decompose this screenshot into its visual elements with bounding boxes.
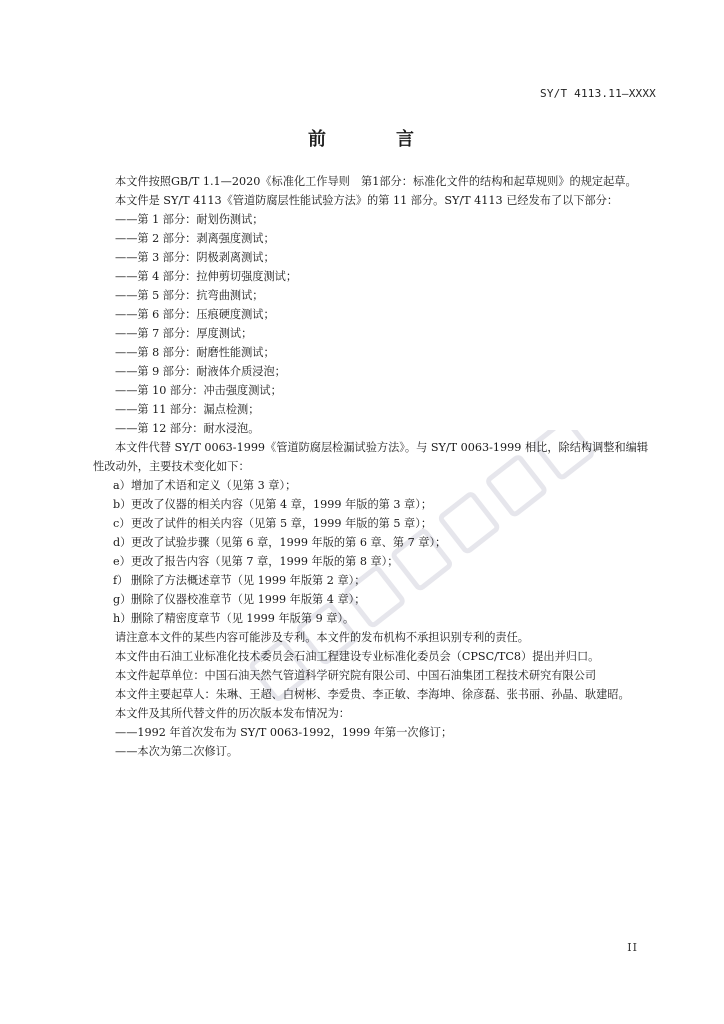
change-list-item <box>93 609 657 628</box>
change-list-item <box>93 495 657 514</box>
change-list-item <box>93 552 657 571</box>
change-text: 删除了精密度章节（见 1999 年版第 9 章）。 <box>131 612 355 625</box>
patent-notice: 请注意本文件的某些内容可能涉及专利。本文件的发布机构不承担识别专利的责任。 <box>115 631 529 644</box>
change-text: 删除了仪器校准章节（见 1999 年版第 4 章）； <box>131 593 366 606</box>
history-item: ——本次为第二次修订。 <box>115 745 239 758</box>
change-letter: a） <box>113 479 131 492</box>
drafting-units: 本文件起草单位：中国石油天然气管道科学研究院有限公司、中国石油集团工程技术研究有限公司 <box>115 669 597 682</box>
proposer-paragraph: 本文件由石油工业标准化技术委员会石油工程建设专业标准化委员会（CPSC/TC8）提出并归口。 <box>115 650 600 663</box>
change-list-item <box>93 514 657 533</box>
part-list-item: ——第 3 部分：阴极剥离测试； <box>115 251 275 264</box>
part-list-item: ——第 11 部分：漏点检测； <box>115 403 260 416</box>
change-text: 更改了报告内容（见第 7 章，1999 年版的第 8 章）； <box>131 555 399 568</box>
part-list-item: ——第 6 部分：压痕硬度测试； <box>115 308 275 321</box>
intro-paragraph: 本文件是 SY/T 4113《管道防腐层性能试验方法》的第 11 部分。SY/T 4113 已经发布了以下部分： <box>115 194 619 207</box>
change-list-item <box>93 571 657 590</box>
change-list-item <box>93 533 657 552</box>
change-text: 更改了试件的相关内容（见第 5 章，1999 年版的第 5 章）； <box>131 517 433 530</box>
change-letter: f） <box>113 574 129 587</box>
part-list-item: ——第 12 部分：耐水浸泡。 <box>115 422 260 435</box>
history-item: ——1992 年首次发布为 SY/T 0063-1992，1999 年第一次修订； <box>115 726 453 739</box>
foreword-body <box>93 172 657 761</box>
part-list-item: ——第 7 部分：厚度测试； <box>115 327 253 340</box>
part-list-item: ——第 2 部分：剥离强度测试； <box>115 232 275 245</box>
part-list-item: ——第 8 部分：耐磨性能测试； <box>115 346 275 359</box>
drafters: 本文件主要起草人：朱琳、王超、白树彬、李爱贵、李正敏、李海坤、徐彦磊、张书丽、孙晶、耿建昭。 <box>115 688 630 701</box>
replacement-paragraph: 本文件代替 SY/T 0063-1999《管道防腐层检漏试验方法》。与 SY/T 0063-1999 相比，除结构调整和编辑性改动外，主要技术变化如下： <box>93 441 649 473</box>
change-text: 更改了仪器的相关内容（见第 4 章，1999 年版的第 3 章）； <box>131 498 433 511</box>
change-letter: h） <box>113 612 132 625</box>
page-number: II <box>627 941 638 954</box>
change-letter: g） <box>113 593 132 606</box>
page-title: 前 言 <box>308 129 440 150</box>
part-list-item: ——第 4 部分：拉伸剪切强度测试； <box>115 270 298 283</box>
part-list-item: ——第 10 部分：冲击强度测试； <box>115 384 282 397</box>
change-letter: c） <box>113 517 131 530</box>
change-text: 更改了试验步骤（见第 6 章，1999 年版的第 6 章、第 7 章）； <box>131 536 447 549</box>
document-number: SY/T 4113.11—XXXX <box>540 87 656 100</box>
part-list-item: ——第 5 部分：抗弯曲测试； <box>115 289 264 302</box>
change-list-item <box>93 476 657 495</box>
part-list-item: ——第 9 部分：耐液体介质浸泡； <box>115 365 286 378</box>
change-text: 增加了术语和定义（见第 3 章）； <box>131 479 297 492</box>
change-text: 删除了方法概述章节（见 1999 年版第 2 章）； <box>131 574 366 587</box>
history-intro: 本文件及其所代替文件的历次版本发布情况为： <box>115 707 350 720</box>
change-letter: d） <box>113 536 132 549</box>
intro-paragraph: 本文件按照GB/T 1.1—2020《标准化工作导则 第1部分：标准化文件的结构和起草规则》的规定起草。 <box>115 175 637 188</box>
change-list-item <box>93 590 657 609</box>
change-letter: b） <box>113 498 132 511</box>
change-letter: e） <box>113 555 131 568</box>
part-list-item: ——第 1 部分：耐划伤测试； <box>115 213 264 226</box>
